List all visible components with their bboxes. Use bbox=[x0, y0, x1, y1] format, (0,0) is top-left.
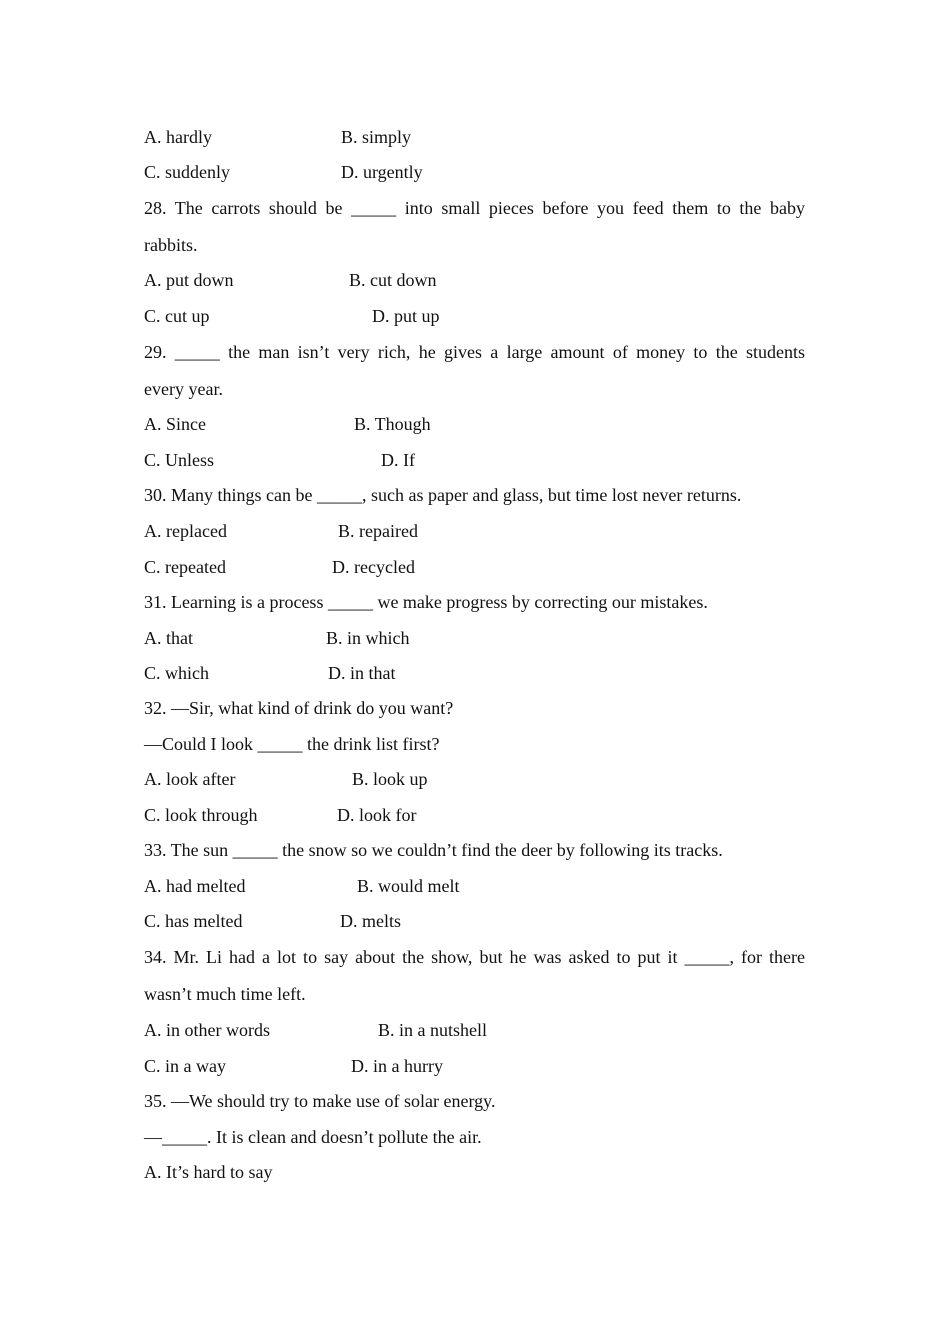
q27-option-c: C. suddenly bbox=[144, 162, 231, 182]
q28-stem-line2: rabbits. bbox=[144, 235, 198, 255]
q32-option-d: D. look for bbox=[337, 805, 417, 825]
q27-option-a: A. hardly bbox=[144, 127, 212, 147]
q29-option-b: B. Though bbox=[354, 414, 431, 434]
q34-stem-line2: wasn’t much time left. bbox=[144, 984, 306, 1004]
q31-option-b: B. in which bbox=[326, 628, 410, 648]
q32-stem-line1: 32. —Sir, what kind of drink do you want? bbox=[144, 698, 454, 718]
q32-option-c: C. look through bbox=[144, 805, 258, 825]
q30-option-c: C. repeated bbox=[144, 557, 226, 577]
q34-option-a: A. in other words bbox=[144, 1020, 270, 1040]
q30-option-d: D. recycled bbox=[332, 557, 415, 577]
q32-option-b: B. look up bbox=[352, 769, 428, 789]
q29-stem-line1: 29. _____ the man isn’t very rich, he gives a large amount of money to the students bbox=[144, 342, 805, 362]
q32-option-a: A. look after bbox=[144, 769, 236, 789]
q33-stem: 33. The sun _____ the snow so we couldn’t find the deer by following its tracks. bbox=[144, 840, 723, 860]
q27-option-d: D. urgently bbox=[341, 162, 423, 182]
q35-option-a: A. It’s hard to say bbox=[144, 1162, 273, 1182]
q32-stem-line2: —Could I look _____ the drink list first? bbox=[144, 734, 440, 754]
q35-stem-line1: 35. —We should try to make use of solar energy. bbox=[144, 1091, 496, 1111]
q34-stem-line1: 34. Mr. Li had a lot to say about the show, but he was asked to put it _____, for there bbox=[144, 947, 805, 967]
q33-option-c: C. has melted bbox=[144, 911, 243, 931]
q33-option-d: D. melts bbox=[340, 911, 401, 931]
q28-option-b: B. cut down bbox=[349, 270, 437, 290]
q27-option-b: B. simply bbox=[341, 127, 412, 147]
q31-stem: 31. Learning is a process _____ we make progress by correcting our mistakes. bbox=[144, 592, 708, 612]
q29-option-d: D. If bbox=[381, 450, 415, 470]
q31-option-c: C. which bbox=[144, 663, 209, 683]
q29-option-a: A. Since bbox=[144, 414, 206, 434]
q31-option-a: A. that bbox=[144, 628, 193, 648]
q28-option-a: A. put down bbox=[144, 270, 234, 290]
q34-option-c: C. in a way bbox=[144, 1056, 226, 1076]
q30-stem: 30. Many things can be _____, such as paper and glass, but time lost never returns. bbox=[144, 485, 742, 505]
q28-option-d: D. put up bbox=[372, 306, 440, 326]
q29-option-c: C. Unless bbox=[144, 450, 215, 470]
q34-option-b: B. in a nutshell bbox=[378, 1020, 487, 1040]
q30-option-a: A. replaced bbox=[144, 521, 227, 541]
q29-stem-line2: every year. bbox=[144, 379, 223, 399]
q35-stem-line2: —_____. It is clean and doesn’t pollute the air. bbox=[144, 1127, 482, 1147]
q28-option-c: C. cut up bbox=[144, 306, 210, 326]
q30-option-b: B. repaired bbox=[338, 521, 418, 541]
q31-option-d: D. in that bbox=[328, 663, 396, 683]
q28-stem-line1: 28. The carrots should be _____ into small pieces before you feed them to the baby bbox=[144, 198, 805, 218]
q33-option-b: B. would melt bbox=[357, 876, 460, 896]
q34-option-d: D. in a hurry bbox=[351, 1056, 443, 1076]
q33-option-a: A. had melted bbox=[144, 876, 246, 896]
